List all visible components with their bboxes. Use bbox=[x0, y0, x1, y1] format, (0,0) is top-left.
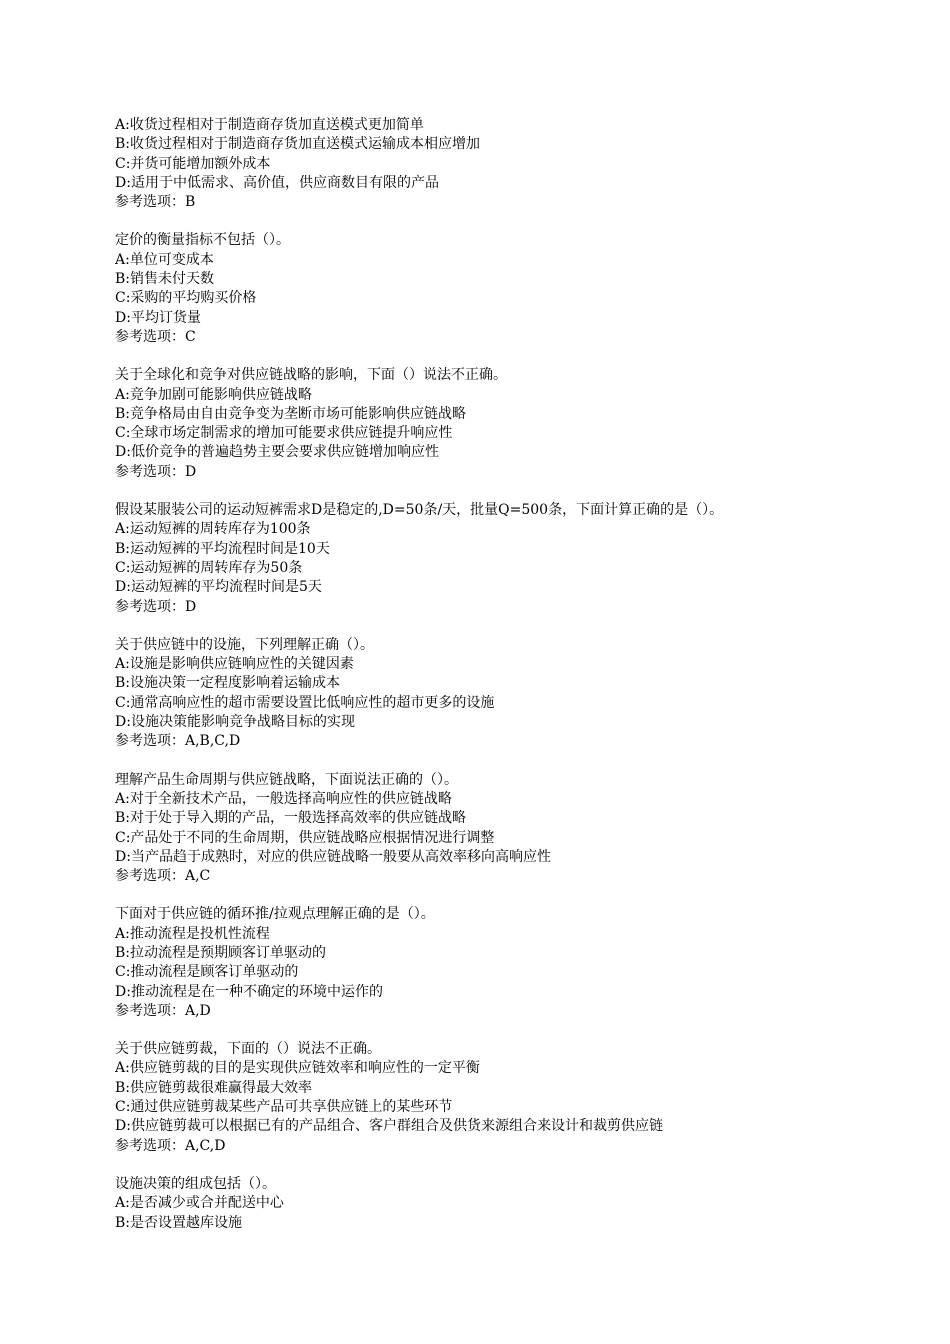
answer-line: 参考选项：A,C bbox=[115, 868, 211, 885]
question-block-7 bbox=[115, 905, 915, 1021]
option-a: A:单位可变成本 bbox=[115, 251, 214, 268]
option-d: D:推动流程是在一种不确定的环境中运作的 bbox=[115, 983, 383, 1000]
option-d: D:低价竞争的普遍趋势主要会要求供应链增加响应性 bbox=[115, 444, 439, 461]
option-d: D:运动短裤的平均流程时间是5天 bbox=[115, 579, 322, 596]
option-d: D:当产品趋于成熟时，对应的供应链战略一般要从高效率移向高响应性 bbox=[115, 848, 551, 865]
option-a: A:对于全新技术产品，一般选择高响应性的供应链战略 bbox=[115, 790, 452, 807]
answer-line: 参考选项：A,B,C,D bbox=[115, 733, 241, 750]
question-text: 关于供应链中的设施，下列理解正确（）。 bbox=[115, 636, 374, 653]
question-text: 关于全球化和竞争对供应链战略的影响，下面（）说法不正确。 bbox=[115, 367, 507, 384]
option-b: B:对于处于导入期的产品，一般选择高效率的供应链战略 bbox=[115, 810, 467, 827]
option-d: D:设施决策能影响竞争战略目标的实现 bbox=[115, 714, 355, 731]
question-text: 定价的衡量指标不包括（）。 bbox=[115, 232, 290, 249]
option-a: A:设施是影响供应链响应性的关键因素 bbox=[115, 656, 354, 673]
option-b: B:销售未付天数 bbox=[115, 271, 215, 288]
answer-line: 参考选项：C bbox=[115, 328, 196, 345]
option-c: C:全球市场定制需求的增加可能要求供应链提升响应性 bbox=[115, 425, 453, 442]
option-b: B:拉动流程是预期顾客订单驱动的 bbox=[115, 944, 327, 961]
option-a: A:推动流程是投机性流程 bbox=[115, 925, 270, 942]
option-b: B:竞争格局由自由竞争变为垄断市场可能影响供应链战略 bbox=[115, 405, 467, 422]
document-page bbox=[115, 116, 915, 1252]
answer-line: 参考选项：A,D bbox=[115, 1002, 211, 1019]
question-block-6 bbox=[115, 771, 915, 887]
option-d: D:适用于中低需求、高价值，供应商数目有限的产品 bbox=[115, 174, 439, 191]
option-a: A:收货过程相对于制造商存货加直送模式更加简单 bbox=[115, 117, 424, 133]
option-b: B:设施决策一定程度影响着运输成本 bbox=[115, 675, 341, 692]
option-a: A:供应链剪裁的目的是实现供应链效率和响应性的一定平衡 bbox=[115, 1060, 480, 1077]
question-text: 关于供应链剪裁，下面的（）说法不正确。 bbox=[115, 1041, 381, 1058]
question-text: 下面对于供应链的循环推/拉观点理解正确的是（）。 bbox=[115, 906, 435, 923]
option-a: A:是否减少或合并配送中心 bbox=[115, 1195, 284, 1212]
option-c: C:产品处于不同的生命周期，供应链战略应根据情况进行调整 bbox=[115, 829, 495, 846]
question-block-3 bbox=[115, 366, 915, 482]
option-c: C:采购的平均购买价格 bbox=[115, 290, 257, 307]
answer-line: 参考选项：D bbox=[115, 598, 197, 615]
question-block-9 bbox=[115, 1175, 915, 1233]
option-b: B:是否设置越库设施 bbox=[115, 1214, 243, 1231]
question-block-2 bbox=[115, 231, 915, 347]
answer-line: 参考选项：A,C,D bbox=[115, 1137, 226, 1154]
question-text: 理解产品生命周期与供应链战略，下面说法正确的（）。 bbox=[115, 771, 458, 788]
option-d: D:供应链剪裁可以根据已有的产品组合、客户群组合及供货来源组合来设计和裁剪供应链 bbox=[115, 1118, 663, 1135]
question-text: 设施决策的组成包括（）。 bbox=[115, 1175, 276, 1192]
question-block-1 bbox=[115, 116, 915, 212]
option-c: C:推动流程是顾客订单驱动的 bbox=[115, 964, 299, 981]
option-c: C:通常高响应性的超市需要设置比低响应性的超市更多的设施 bbox=[115, 694, 495, 711]
question-block-8 bbox=[115, 1040, 915, 1156]
question-text: 假设某服装公司的运动短裤需求D是稳定的,D=50条/天，批量Q=500条，下面计算正确的是（）。 bbox=[115, 502, 724, 519]
option-c: C:通过供应链剪裁某些产品可共享供应链上的某些环节 bbox=[115, 1099, 453, 1116]
option-b: B:供应链剪裁很难赢得最大效率 bbox=[115, 1079, 313, 1096]
option-a: A:运动短裤的周转库存为100条 bbox=[115, 521, 311, 538]
option-a: A:竞争加剧可能影响供应链战略 bbox=[115, 386, 312, 403]
option-d: D:平均订货量 bbox=[115, 309, 201, 326]
option-b: B:运动短裤的平均流程时间是10天 bbox=[115, 540, 330, 557]
question-block-4 bbox=[115, 501, 915, 617]
option-b: B:收货过程相对于制造商存货加直送模式运输成本相应增加 bbox=[115, 136, 481, 153]
answer-line: 参考选项：B bbox=[115, 194, 196, 211]
option-c: C:并货可能增加额外成本 bbox=[115, 155, 271, 172]
answer-line: 参考选项：D bbox=[115, 463, 197, 480]
option-c: C:运动短裤的周转库存为50条 bbox=[115, 559, 303, 576]
question-block-5 bbox=[115, 636, 915, 752]
